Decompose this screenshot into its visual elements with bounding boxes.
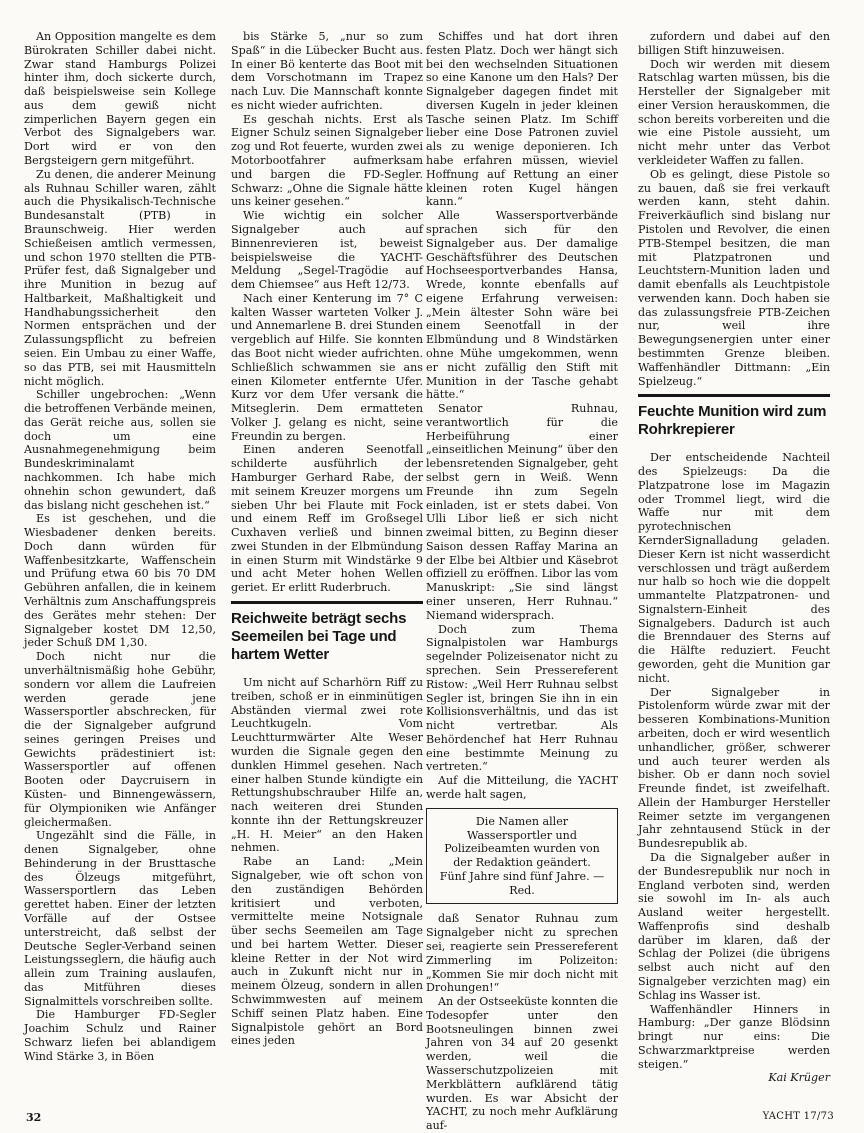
paragraph: Schiller ungebrochen: „Wenn die betroffenen Verbände meinen, das Gerät reiche aus, sollen sie doch um eine Ausnahmegenehmigung beim Bundeskriminalamt nachkommen. Ich habe mich ohnehin schon gewundert, daß das bislang nicht geschehen ist.“	[24, 388, 216, 512]
paragraph: Doch zum Thema Signalpistolen war Hamburgs segelnder Polizeisenator nicht zu sprechen. Sein Pressereferent Ristow: „Weil Herr Ruhnau selbst Segler ist, bringen Sie ihn in ein Kollisionsverhältnis, und das ist nicht vertretbar. Als Behördenchef hat Herr Ruhnau eine bestimmte Meinung zu vertreten.“	[426, 622, 618, 774]
paragraph: zufordern und dabei auf den billigen Stift hinzuweisen.	[638, 30, 830, 57]
paragraph: Ob es gelingt, diese Pistole so zu bauen, daß sie frei verkauft werden kann, steht dahin. Freiverkäuflich sind bislang nur Pistolen und Revolver, die einen PTB-Stempel besitzen, die man mit Platzpatronen und Leuchtstern-Munition laden und damit ebenfalls als Leuchtpistole verwenden kann. Doch haben sie das zulassungsfreie PTB-Zeichen nur, weil ihre Bewegungsenergien unter einer bestimmten Grenze bleiben. Waffenhändler Dittmann: „Ein Spielzeug.“	[638, 167, 830, 388]
paragraph: Der Signalgeber in Pistolenform würde zwar mit der besseren Kombinations-Munition arbeiten, doch er wird wesentlich unhandlicher, größer, schwerer und auch teurer werden als bisher. Ob er dann noch soviel Freunde findet, ist zweifelhaft. Allein der Hamburger Hersteller Reimer setzte im vergangenen Jahr zehntausend Stück in der Bundesrepublik ab.	[638, 685, 830, 851]
article-column-1	[24, 30, 216, 1102]
paragraph: Auf die Mitteilung, die YACHT werde halt sagen,	[426, 774, 618, 801]
paragraph: Senator Ruhnau, verantwortlich für die Herbeiführung einer „einseitlichen Meinung“ über den lebensretenden Signalgeber, geht selbst gern in Weiß. Wenn Freunde ihn zum Segeln einladen, ist er stets dabei. Von Ulli Libor ließ er sich nicht zweimal bitten, zu Beginn dieser Saison dessen Raffay Marina an der Elbe bei Altbier und Käsebrot offiziell zu eröffnen. Libor las vom Manuskript: „Sie sind längst einer unseren, Herr Ruhnau.“ Niemand widersprach.	[426, 402, 618, 622]
article-column-2	[231, 30, 423, 1102]
article-column-4	[638, 30, 830, 1102]
paragraph: An Opposition mangelte es dem Bürokraten Schiller dabei nicht. Zwar stand Hamburgs Polizei hinter ihm, doch sickerte durch, daß beispielsweise sein Kollege aus dem gewiß nicht zimperlichen Bayern gegen ein Verbot des Signalgebers war. Dort wird er von den Bergsteigern gern mitgeführt.	[24, 30, 216, 168]
author-signature: Kai Krüger	[768, 1071, 830, 1085]
paragraph: Ungezählt sind die Fälle, in denen Signalgeber, ohne Behinderung in der Brusttasche des Ölzeugs mitgeführt, Wassersportlern das Leben gerettet haben. Einer der letzten Vorfälle auf der Ostsee unterstreicht, daß selbst der Deutsche Segler-Verband seinen Leistungsseglern, die häufig auch allein zum Training auslaufen, das Mitführen dieses Signalmittels vorschreiben sollte.	[24, 829, 216, 1008]
paragraph: Alle Wassersportverbände sprachen sich für den Signalgeber aus. Der damalige Geschäftsführer des Deutschen Hochseesportverbandes Hansa, Wrede, konnte ebenfalls auf eigene Erfahrung verweisen: „Mein ältester Sohn wäre bei einem Seenotfall in der Elbmündung und 8 Windstärken ohne Mühe umgekommen, wenn er nicht zufällig den Stift mit Munition in der Tasche gehabt hätte.“	[426, 209, 618, 402]
paragraph: Es ist geschehen, und die Wiesbadener denken bereits. Doch dann würden für Waffenbesitzkarte, Waffenschein und Prüfung etwa 60 bis 70 DM Gebühren anfallen, die in keinem Verhältnis zum Anschaffungspreis des Gerätes mehr stehen: Der Signalgeber kostet DM 12,50, jeder Schuß DM 1,30.	[24, 512, 216, 650]
paragraph: Doch nicht nur die unverhältnismäßig hohe Gebühr, sondern vor allem die Laufreien werden gerade jene Wassersportler abschrecken, für die der Signalgeber aufgrund seines geringen Preises und Gewichts prädestiniert ist: Wassersportler auf offenen Booten oder Daycruisern in Küsten- und Binnengewässern, für Olympioniken wie Anfänger gleichermaßen.	[24, 650, 216, 829]
paragraph: Doch wir werden mit diesem Ratschlag warten müssen, bis die Hersteller der Signalgeber mit einer Version herauskommen, die schon bereits vorbereiten und die wie eine Pistole aussieht, um nicht mehr unter das Verbot verkleideter Waffen zu fallen.	[638, 57, 830, 168]
paragraph: Waffenhändler Hinners in Hamburg: „Der ganze Blödsinn bringt nur eins: Die Schwarzmarktpreise werden steigen.“	[638, 1002, 830, 1071]
paragraph: Schiffes und hat dort ihren festen Platz. Doch wer hängt sich bei den wechselnden Situationen so eine Kanone um den Hals? Der Signalgeber dagegen findet mit diversen Kugeln in jeder kleinen Tasche seinen Platz. Im Schiff lieber eine Dose Patronen zuviel als zu wenige deponieren. Ich habe erfahren müssen, wieviel Hoffnung auf Rettung an einer kleinen roten Kugel hängen kann.“	[426, 30, 618, 209]
paragraph: Es geschah nichts. Erst als Eigner Schulz seinen Signalgeber zog und Rot feuerte, wurden zwei Motorbootfahrer aufmerksam und bargen die FD-Segler. Schwarz: „Ohne die Signale hätte uns keiner gesehen.“	[231, 112, 423, 209]
paragraph: Die Hamburger FD-Segler Joachim Schulz und Rainer Schwarz liefen bei ablandigem Wind Stärke 3, in Böen	[24, 1008, 216, 1063]
paragraph: bis Stärke 5, „nur so zum Spaß“ in die Lübecker Bucht aus. In einer Bö kenterte das Boot mit dem Vorschotmann im Trapez nach Luv. Die Mannschaft konnte es nicht wieder aufrichten.	[231, 30, 423, 112]
section-headline: Reichweite beträgt sechs Seemeilen bei Tage und hartem Wetter	[231, 601, 423, 664]
paragraph: Rabe an Land: „Mein Signalgeber, wie oft schon von den zuständigen Behörden kritisiert und verboten, vermittelte meine Notsignale über sechs Seemeilen am Tage und bei hartem Wetter. Dieser kleine Retter in der Not wird auch in Zukunft nicht nur in meinem Ölzeug, sondern in allen Schwimmwesten auf meinem Schiff seinen Platz haben. Eine Signalpistole gehört an Bord eines jeden	[231, 855, 423, 1048]
section-headline: Feuchte Munition wird zum Rohrkrepierer	[638, 394, 830, 439]
paragraph: Einen anderen Seenotfall schilderte ausführlich der Hamburger Gerhard Rabe, der mit seinem Kreuzer morgens um sieben Uhr bei Flaute mit Fock und einem Reff im Großsegel Cuxhaven verließ und binnen zwei Stunden in der Elbmündung in einen Sturm mit Windstärke 9 und acht Meter hohen Wellen geriet. Er erlitt Ruderbruch.	[231, 443, 423, 595]
paragraph: An der Ostseeküste konnten die Todesopfer unter den Bootsneulingen binnen zwei Jahren von 34 auf 20 gesenkt werden, weil die Wasserschutzpolizeien mit Merkblättern aufklärend tätig wurden. Es war Absicht der YACHT, zu noch mehr Aufklärung auf-	[426, 995, 618, 1133]
editorial-note-box: Die Namen aller Wassersportler und Polizeibeamten wurden von der Redaktion geändert. Fünf Jahre sind fünf Jahre. — Red.	[426, 808, 618, 905]
issue-label: YACHT 17/73	[762, 1111, 834, 1122]
paragraph: Wie wichtig ein solcher Signalgeber auch auf Binnenrevieren ist, beweist beispielsweise die YACHT-Meldung „Segel-Tragödie auf dem Chiemsee“ aus Heft 12/73.	[231, 209, 423, 292]
paragraph: Zu denen, die anderer Meinung als Ruhnau Schiller waren, zählt auch die Physikalisch-Technische Bundesanstalt (PTB) in Braunschweig. Hier werden Schießeisen amtlich vermessen, und schon 1970 stellten die PTB-Prüfer fest, daß Signalgeber und ihre Munition in bezug auf Haltbarkeit, Maßhaltigkeit und Handhabungssicherheit den Normen entsprächen und der Zulassungspflicht zu befreien seien. Ein Umbau zu einer Waffe, so das PTB, sei mit Hausmitteln nicht möglich.	[24, 167, 216, 388]
page-number: 32	[26, 1111, 42, 1124]
paragraph: Um nicht auf Scharhörn Riff zu treiben, schoß er in einminütigen Abständen viermal zwei rote Leuchtkugeln. Vom Leuchtturmwärter Alte Weser wurden die Signale gegen den dunklen Himmel gesehen. Nach einer halben Stunde kündigte ein Rettungshubschrauber Hilfe an, nach weiteren drei Stunden konnte ihn der Rettungskreuzer „H. H. Meier“ an den Haken nehmen.	[231, 676, 423, 855]
article-column-3	[426, 30, 618, 1133]
paragraph: Da die Signalgeber außer in der Bundesrepublik nur noch in England verboten sind, werden sie sowohl im In- als auch Ausland weiter hergestellt. Waffenprofis sind deshalb darüber im klaren, daß der Schlag der Polizei (die übrigens selbst auch nicht auf den Signalgeber verzichten mag) ein Schlag ins Wasser ist.	[638, 850, 830, 1002]
paragraph: daß Senator Ruhnau zum Signalgeber nicht zu sprechen sei, reagierte sein Pressereferent Zimmerling im Polizeiton: „Kommen Sie mir doch nicht mit Drohungen!“	[426, 912, 618, 995]
paragraph: Nach einer Kenterung im 7° C kalten Wasser warteten Volker J. und Annemarlene B. drei Stunden vergeblich auf Hilfe. Sie konnten das Boot nicht wieder aufrichten. Schließlich schwammen sie ans einen Kilometer entfernte Ufer. Kurz vor dem Ufer versank die Mitseglerin. Dem ermatteten Volker J. gelang es nicht, seine Freundin zu bergen.	[231, 291, 423, 443]
paragraph: Der entscheidende Nachteil des Spielzeugs: Da die Platzpatrone lose im Magazin oder Trommel liegt, wird die Waffe nur mit dem pyrotechnischen KernderSignalladung geladen. Dieser Kern ist nicht wasserdicht verschlossen und trägt außerdem nur halb so hoch wie die doppelt ummantelte Platzpatronen- und Signalstern-Einheit des Signalgebers. Dadurch ist auch die Brenndauer des Sterns auf die Hälfte reduziert. Feucht geworden, geht die Munition gar nicht.	[638, 451, 830, 685]
